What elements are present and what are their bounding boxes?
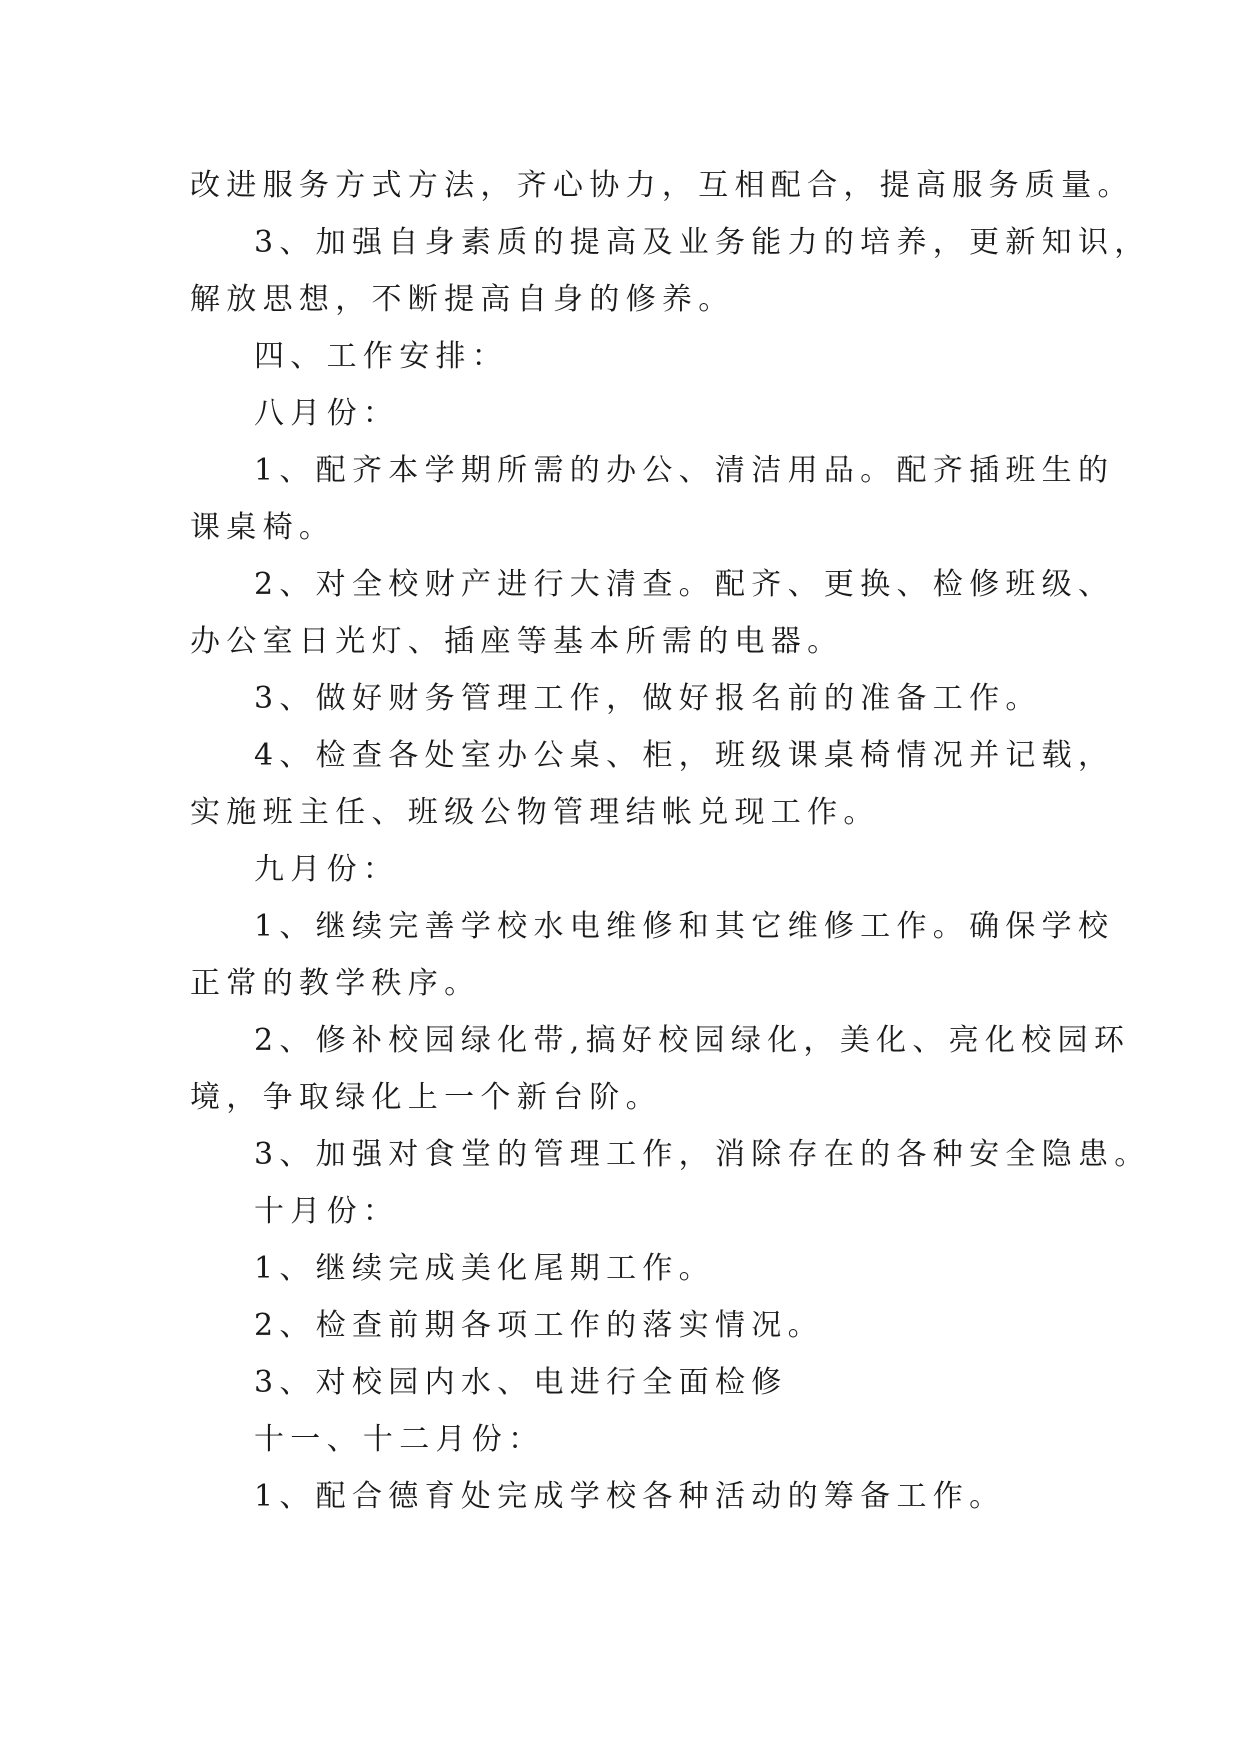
text-line: 解放思想，不断提高自身的修养。 (190, 282, 735, 317)
month-heading: 十一、十二月份： (254, 1422, 545, 1457)
text-line: 实施班主任、班级公物管理结帐兑现工作。 (190, 795, 880, 830)
text-line: 1、配齐本学期所需的办公、清洁用品。配齐插班生的 (254, 453, 1115, 488)
text-line: 1、继续完善学校水电维修和其它维修工作。确保学校 (254, 909, 1115, 944)
text-line: 2、检查前期各项工作的落实情况。 (254, 1308, 824, 1343)
text-line: 2、对全校财产进行大清查。配齐、更换、检修班级、 (254, 567, 1115, 602)
text-line: 3、做好财务管理工作，做好报名前的准备工作。 (254, 681, 1042, 716)
month-heading: 九月份： (254, 852, 400, 887)
text-line: 3、加强对食堂的管理工作，消除存在的各种安全隐患。 (254, 1137, 1151, 1172)
text-line: 课桌椅。 (190, 510, 336, 545)
text-line: 1、继续完成美化尾期工作。 (254, 1251, 715, 1286)
text-line: 境，争取绿化上一个新台阶。 (190, 1080, 662, 1115)
text-line: 3、对校园内水、电进行全面检修 (254, 1365, 788, 1400)
month-heading: 八月份： (254, 396, 400, 431)
text-line: 4、检查各处室办公桌、柜，班级课桌椅情况并记载， (254, 738, 1115, 773)
text-line: 正常的教学秩序。 (190, 966, 481, 1001)
text-line: 2、修补校园绿化带,搞好校园绿化，美化、亮化校园环 (254, 1023, 1131, 1058)
text-line: 改进服务方式方法，齐心协力，互相配合，提高服务质量。 (190, 168, 1134, 203)
section-heading: 四、工作安排： (254, 339, 509, 374)
text-line: 3、加强自身素质的提高及业务能力的培养，更新知识， (254, 225, 1151, 260)
text-line: 1、配合德育处完成学校各种活动的筹备工作。 (254, 1479, 1006, 1514)
text-line: 办公室日光灯、插座等基本所需的电器。 (190, 624, 844, 659)
month-heading: 十月份： (254, 1194, 400, 1229)
